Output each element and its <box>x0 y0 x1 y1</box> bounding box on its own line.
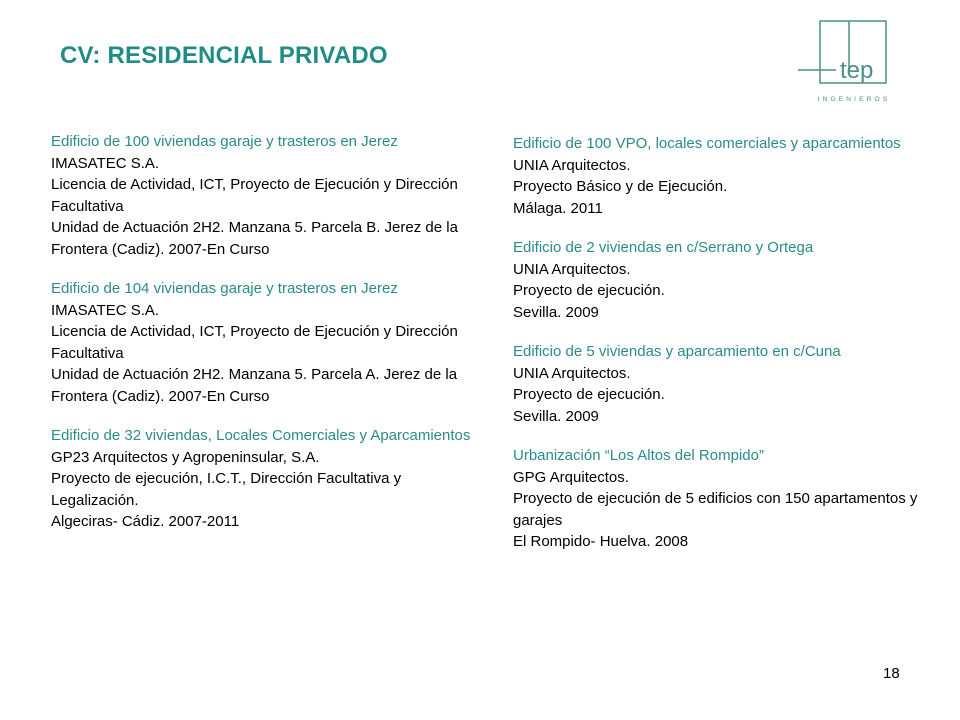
page-title: CV: RESIDENCIAL PRIVADO <box>60 42 388 69</box>
project-client: IMASATEC S.A. <box>51 301 160 319</box>
left-project-column <box>51 131 491 551</box>
project-title: Edificio de 104 viviendas garaje y trasteros en Jerez <box>51 280 398 297</box>
project-scope: Proyecto de ejecución, I.C.T., Dirección Facultativa y Legalización. <box>51 470 402 509</box>
project-title: Edificio de 100 VPO, locales comerciales y aparcamientos <box>513 135 901 152</box>
project-entry <box>51 278 491 407</box>
project-location: El Rompido- Huelva. 2008 <box>513 533 689 550</box>
project-location: Málaga. 2011 <box>513 199 603 217</box>
company-logo <box>796 18 916 106</box>
project-entry <box>513 133 933 219</box>
project-location: Sevilla. 2009 <box>513 303 599 321</box>
project-title: Edificio de 32 viviendas, Locales Comerciales y Aparcamientos <box>51 427 471 444</box>
project-client: GPG Arquitectos. <box>513 468 629 486</box>
project-client: IMASATEC S.A. <box>51 154 160 172</box>
project-client: GP23 Arquitectos y Agropeninsular, S.A. <box>51 448 320 466</box>
logo-brand: tep <box>840 57 874 84</box>
project-scope: Proyecto de ejecución. <box>513 282 665 299</box>
project-scope: Proyecto Básico y de Ejecución. <box>513 178 728 195</box>
project-entry <box>51 131 491 260</box>
project-client: UNIA Arquitectos. <box>513 156 631 174</box>
project-client: UNIA Arquitectos. <box>513 260 631 278</box>
project-location: Algeciras- Cádiz. 2007-2011 <box>51 513 240 530</box>
project-title: Urbanización “Los Altos del Rompido” <box>513 447 764 464</box>
project-title: Edificio de 2 viviendas en c/Serrano y Ortega <box>513 239 814 256</box>
project-entry <box>513 341 933 427</box>
right-project-column <box>513 133 933 571</box>
project-scope: Proyecto de ejecución de 5 edificios con 150 apartamentos y garajes <box>513 490 918 529</box>
project-title: Edificio de 100 viviendas garaje y trasteros en Jerez <box>51 133 398 150</box>
project-client: UNIA Arquitectos. <box>513 364 631 382</box>
logo-subtitle: INGENIEROS <box>817 96 891 103</box>
project-location: Unidad de Actuación 2H2. Manzana 5. Parcela B. Jerez de la Frontera (Cadiz). 2007-En Curso <box>51 219 458 258</box>
project-entry <box>513 445 933 553</box>
project-scope: Proyecto de ejecución. <box>513 386 665 403</box>
project-location: Sevilla. 2009 <box>513 407 599 425</box>
project-title: Edificio de 5 viviendas y aparcamiento en c/Cuna <box>513 343 841 360</box>
project-entry <box>513 237 933 323</box>
project-entry <box>51 425 491 533</box>
project-scope: Licencia de Actividad, ICT, Proyecto de Ejecución y Dirección Facultativa <box>51 323 458 362</box>
page-number: 18 <box>883 665 900 682</box>
project-location: Unidad de Actuación 2H2. Manzana 5. Parcela A. Jerez de la Frontera (Cadiz). 2007-En Curso <box>51 366 458 405</box>
project-scope: Licencia de Actividad, ICT, Proyecto de Ejecución y Dirección Facultativa <box>51 176 458 215</box>
